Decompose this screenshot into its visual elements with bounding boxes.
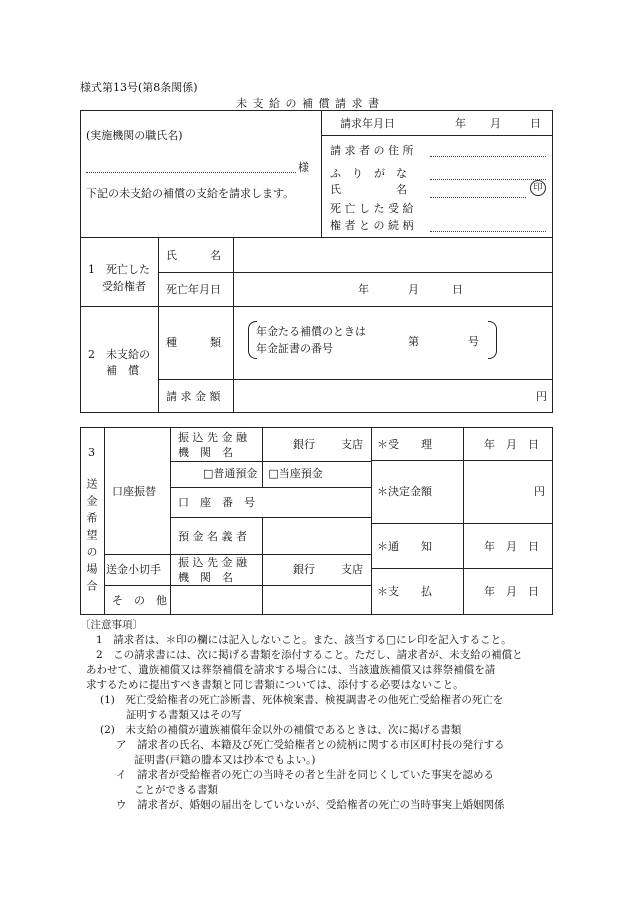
note-line: (2) 未支給の補償が遺族補償年金以外の補償であるときは、次に掲げる書類 <box>100 724 462 736</box>
sec1-year: 年 <box>358 283 369 296</box>
branch2-suffix: 支店 <box>341 563 363 576</box>
sec1-death-date-label: 死亡年月日 <box>166 283 221 296</box>
page-title: 未 支 給 の 補 償 請 求 書 <box>236 97 380 110</box>
note-line: イ 請求者が受給権者の死亡の当時その者と生計を同じくしていた事実を認める <box>116 769 494 781</box>
sec2-label-2: 補 償 <box>106 364 139 377</box>
year-label: 年 <box>455 117 466 130</box>
pension-line-1: 年金たる補償のときは <box>256 325 366 338</box>
bank2-suffix: 銀行 <box>293 563 315 576</box>
account-transfer-label: 口座振替 <box>112 485 156 498</box>
other-label: そ の 他 <box>112 594 167 607</box>
bank-suffix: 銀行 <box>293 438 315 451</box>
day-label: 日 <box>530 117 541 130</box>
org-label: (実施機関の職氏名) <box>86 129 183 142</box>
date-label: 請求年月日 <box>340 117 395 130</box>
name-label: 氏 名 <box>330 183 407 196</box>
note-line: ア 請求者の氏名、本籍及び死亡受給権者との続柄に関する市区町村長の発行する <box>116 739 505 751</box>
name-field[interactable] <box>430 197 526 198</box>
bank2-label-2: 機 関 名 <box>178 571 233 584</box>
remit-num: 3 <box>88 446 95 459</box>
seal-mark: 印 <box>530 180 546 196</box>
note-line: 証明する書類又はその写 <box>126 709 242 721</box>
notes-heading: 〔注意事項〕 <box>80 619 143 631</box>
notice-date: 年 月 日 <box>484 540 539 553</box>
note-line: あわせて、遺族補償又は葬祭補償を請求する場合には、当該遺族補償又は葬祭補償を請 <box>86 664 496 676</box>
bank2-label-1: 振 込 先 金 融 <box>178 556 247 569</box>
sama-label: 様 <box>298 161 309 174</box>
address-label: 請 求 者 の 住 所 <box>330 144 414 157</box>
payment-date: 年 月 日 <box>484 585 539 598</box>
sec2-label-1: 2 未支給の <box>88 348 150 361</box>
note-line: 1 請求者は、＊印の欄には記入しないこと。また、該当する□にレ印を記入すること。 <box>96 634 512 646</box>
sec2-amount-label: 請 求 金 額 <box>166 390 221 403</box>
note-line: (1) 死亡受給権者の死亡診断書、死体検案書、検視調書その他死亡受給権者の死亡を <box>100 694 504 706</box>
month-label: 月 <box>490 117 501 130</box>
receipt-label: ＊受 理 <box>377 438 432 451</box>
remit-table <box>80 427 553 615</box>
pension-dai: 第 <box>408 335 419 348</box>
furigana-label: ふ り が な <box>330 167 407 180</box>
request-sentence: 下記の未支給の補償の支給を請求します。 <box>86 187 295 200</box>
sec1-label-2: 受給権者 <box>102 280 146 293</box>
note-line: 求するために提出すべき書類と同じ書類については、添付する必要はないこと。 <box>86 679 464 691</box>
deposit-type-checkboxes[interactable]: □普通預金 □当座預金 <box>203 467 323 480</box>
money-order-label: 送金小切手 <box>106 563 161 576</box>
relation-label-1: 死 亡 し た 受 給 <box>330 202 414 215</box>
sec2-yen: 円 <box>536 390 547 403</box>
sec1-month: 月 <box>408 283 419 296</box>
pension-line-2: 年金証書の番号 <box>256 342 333 355</box>
note-line: 2 この請求書には、次に掲げる書類を添付すること。ただし、請求者が、未支給の補償と <box>96 649 523 661</box>
account-number-label: 口 座 番 号 <box>178 496 255 509</box>
receipt-date: 年 月 日 <box>484 438 539 451</box>
remit-vertical-label: 送金希望の場合 <box>85 478 98 597</box>
sec1-label-1: 1 死亡した <box>88 263 150 276</box>
form-number: 様式第13号(第8条関係) <box>80 81 198 94</box>
payment-label: ＊支 払 <box>377 585 432 598</box>
relation-label-2: 権 者 と の 続 柄 <box>330 219 414 232</box>
sec1-name-label: 氏 名 <box>166 249 221 262</box>
sec1-day: 日 <box>452 283 463 296</box>
note-line: ことができる書類 <box>134 784 218 796</box>
account-holder-label: 預 金 名 義 者 <box>178 530 247 543</box>
pension-go: 号 <box>468 335 479 348</box>
decided-yen: 円 <box>534 485 545 498</box>
note-line: 証明書(戸籍の謄本又は抄本でもよい。) <box>134 754 316 766</box>
bank-label-1: 振 込 先 金 融 <box>178 431 247 444</box>
relation-field[interactable] <box>430 231 546 232</box>
notice-label: ＊通 知 <box>377 540 432 553</box>
address-field[interactable] <box>430 156 546 157</box>
branch-suffix: 支店 <box>341 438 363 451</box>
sec2-kind-label: 種 類 <box>166 336 221 349</box>
note-line: ウ 請求者が、婚姻の届出をしていないが、受給権者の死亡の当時事実上婚姻関係 <box>116 799 505 811</box>
decided-amount-label: ＊決定金額 <box>377 485 432 498</box>
bank-label-2: 機 関 名 <box>178 446 233 459</box>
right-bracket <box>488 321 497 359</box>
furigana-field[interactable] <box>430 179 546 180</box>
